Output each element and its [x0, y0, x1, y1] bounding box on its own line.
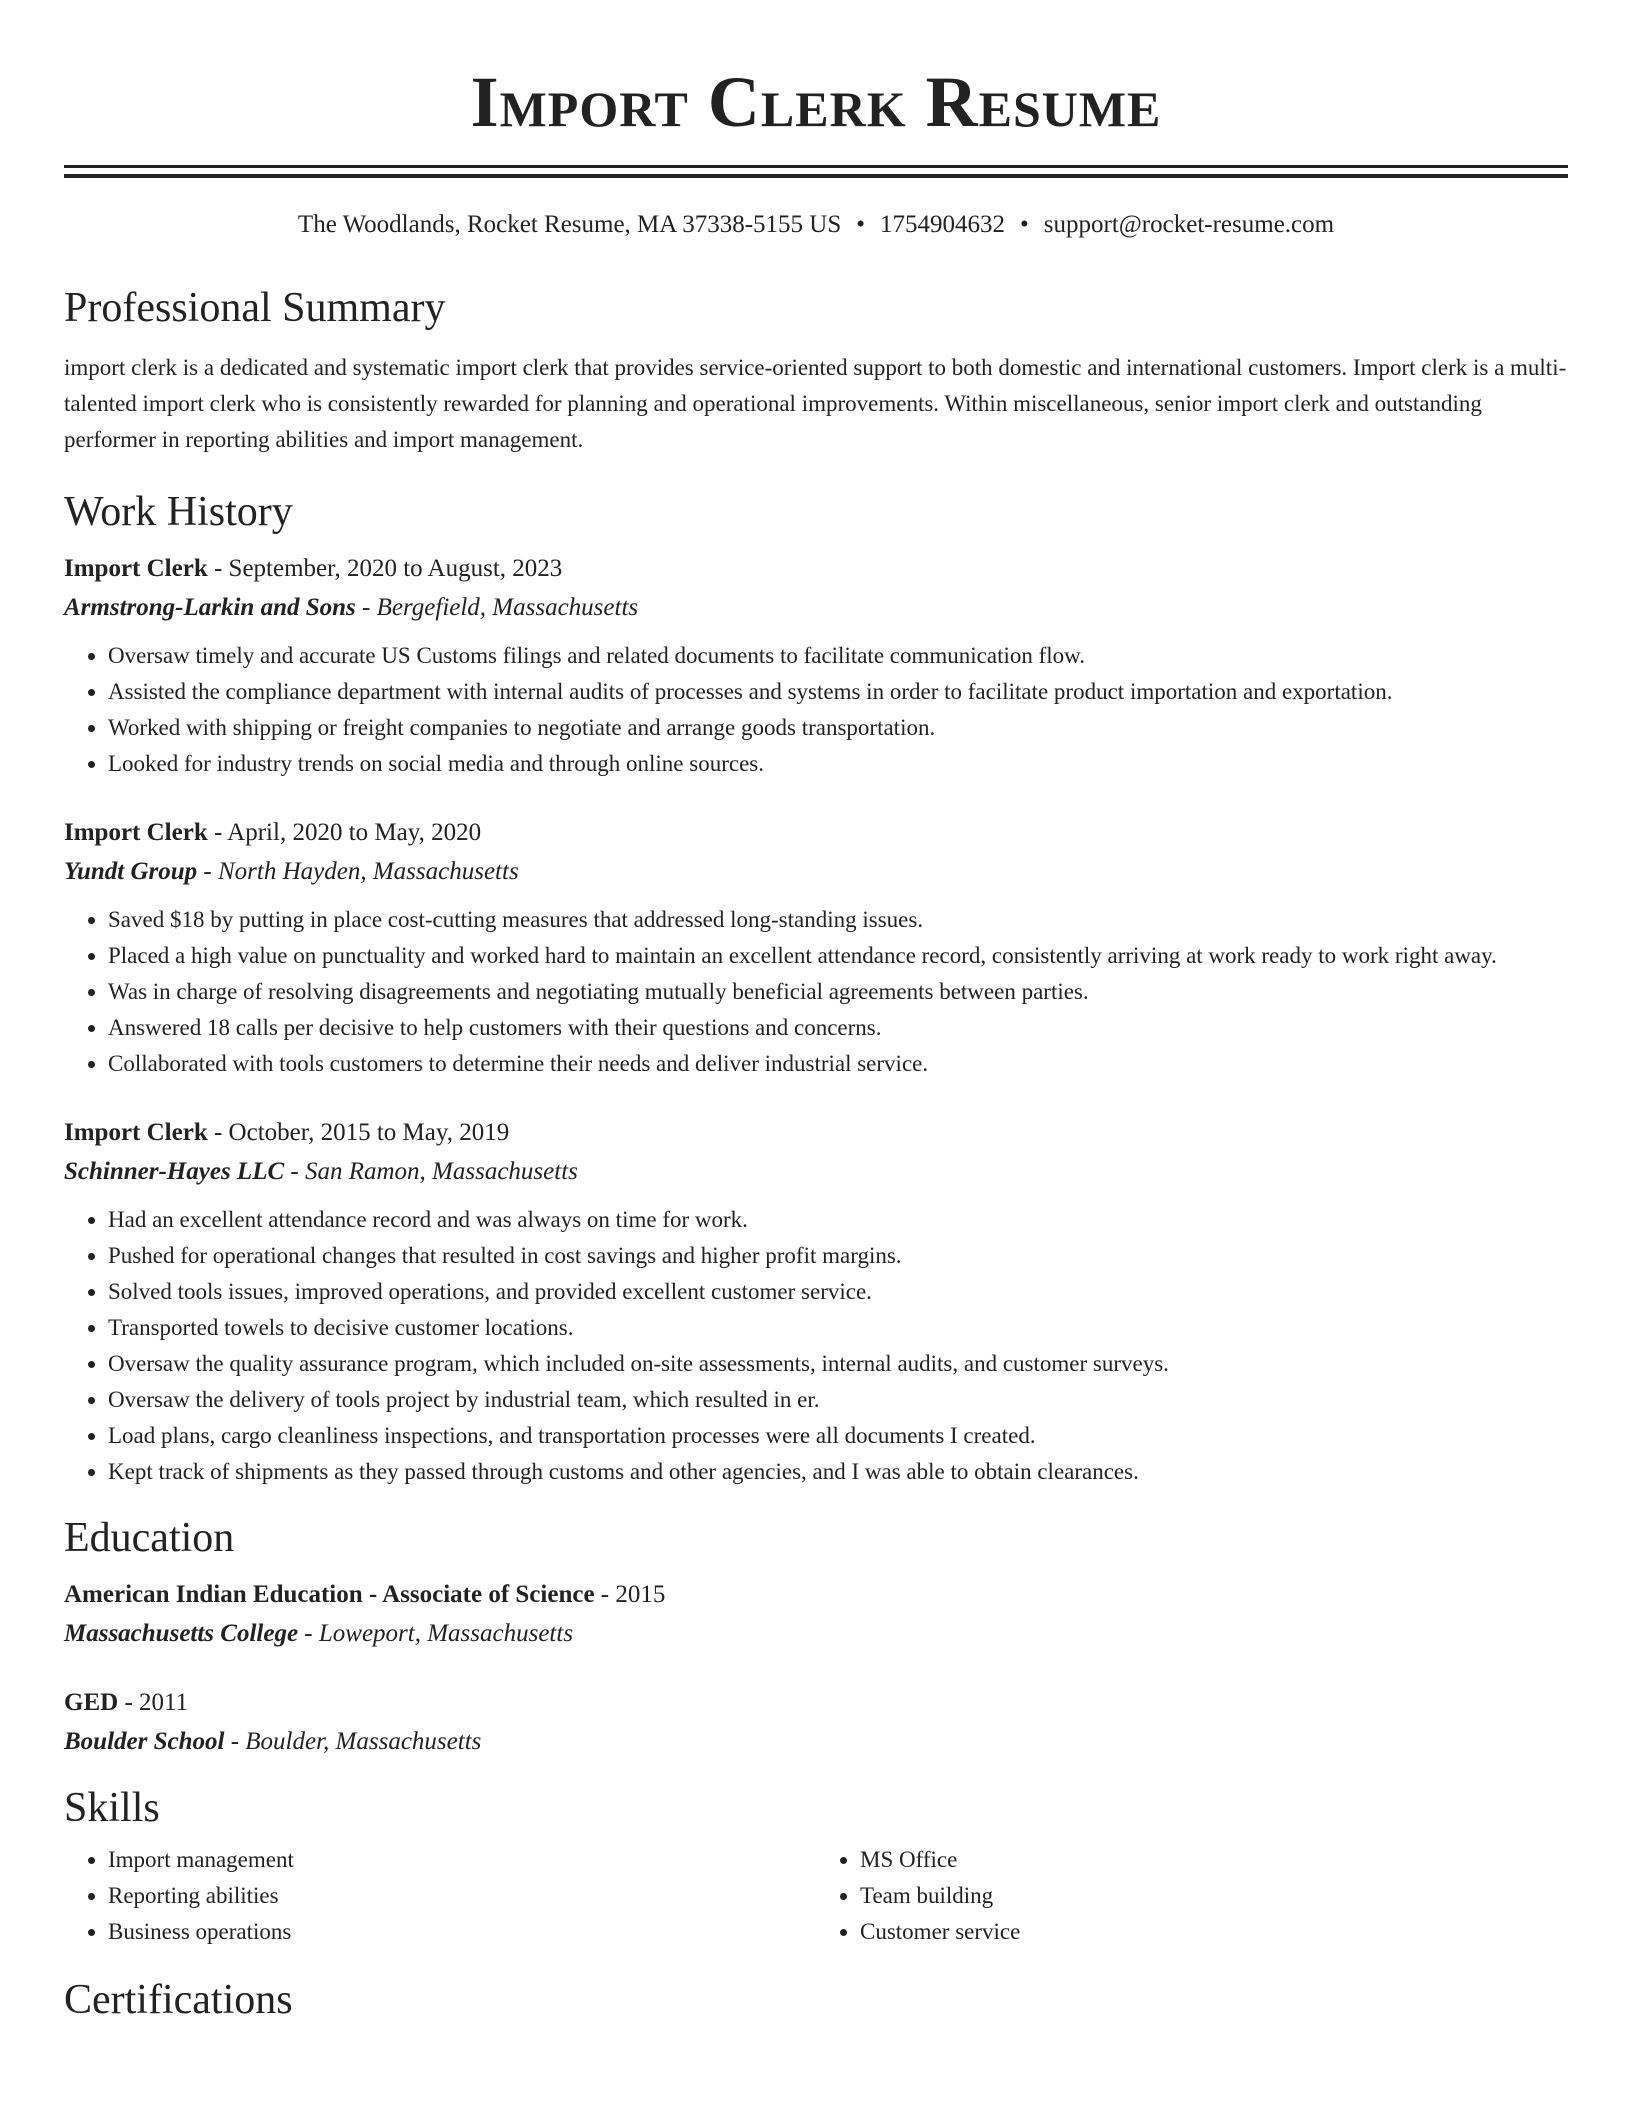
- contact-phone: 1754904632: [880, 211, 1006, 238]
- skill-item: • Reporting abilities: [108, 1878, 816, 1914]
- education-entry: [64, 1576, 1568, 1654]
- job-bullets: [64, 902, 1568, 1082]
- job-title: Import Clerk: [64, 1119, 208, 1146]
- skill-item: • Team building: [860, 1878, 1568, 1914]
- education-school-line: [64, 1722, 1568, 1762]
- job-bullets: [64, 1202, 1568, 1490]
- job-header: [64, 814, 1568, 852]
- job-company-line: [64, 1152, 1568, 1192]
- education-header: [64, 1684, 1568, 1722]
- contact-email: support@rocket-resume.com: [1043, 211, 1335, 238]
- education-year: - 2015: [594, 1581, 666, 1608]
- list-item: • Oversaw the delivery of tools project by industrial team, which resulted in er.: [108, 1382, 1568, 1418]
- education-location: - Loweport, Massachusetts: [298, 1620, 574, 1647]
- summary-heading: Professional Summary: [64, 285, 446, 331]
- job-location: - San Ramon, Massachusetts: [284, 1158, 578, 1185]
- job-location: - Bergefield, Massachusetts: [355, 594, 639, 621]
- job-header: [64, 1114, 1568, 1152]
- job-entry: [64, 1114, 1568, 1490]
- education-year: - 2011: [118, 1689, 189, 1716]
- certifications-heading: Certifications: [64, 1977, 293, 2023]
- job-company: Schinner-Hayes LLC: [64, 1158, 285, 1185]
- job-header: [64, 550, 1568, 588]
- list-item: • Pushed for operational changes that resulted in cost savings and higher profit margins.: [108, 1238, 1568, 1274]
- list-item: • Kept track of shipments as they passed through customs and other agencies, and I was able to obtain clearances.: [108, 1454, 1568, 1490]
- job-company-line: [64, 588, 1568, 628]
- skill-item: • MS Office: [860, 1842, 1568, 1878]
- skill-item: • Customer service: [860, 1914, 1568, 1950]
- list-item: • Had an excellent attendance record and was always on time for work.: [108, 1202, 1568, 1238]
- job-bullets: [64, 638, 1568, 782]
- job-dates: - April, 2020 to May, 2020: [207, 819, 482, 846]
- education-school: Massachusetts College: [64, 1620, 299, 1647]
- list-item: • Oversaw timely and accurate US Customs filings and related documents to facilitate communication flow.: [108, 638, 1568, 674]
- list-item: • Collaborated with tools customers to determine their needs and deliver industrial service.: [108, 1046, 1568, 1082]
- resume-title: Import Clerk Resume: [470, 62, 1162, 142]
- title-rule-bottom: [64, 174, 1568, 178]
- education-entry: [64, 1684, 1568, 1762]
- education-degree: American Indian Education - Associate of Science: [64, 1581, 595, 1608]
- list-item: • Saved $18 by putting in place cost-cutting measures that addressed long-standing issues.: [108, 902, 1568, 938]
- job-title: Import Clerk: [64, 819, 208, 846]
- list-item: • Answered 18 calls per decisive to help customers with their questions and concerns.: [108, 1010, 1568, 1046]
- contact-address: The Woodlands, Rocket Resume, MA 37338-5155 US: [297, 211, 842, 238]
- contact-separator: •: [1020, 211, 1029, 238]
- skills-column-left: [64, 1842, 816, 1950]
- contact-separator: •: [856, 211, 866, 238]
- skills-heading: Skills: [64, 1785, 160, 1831]
- list-item: • Transported towels to decisive customer locations.: [108, 1310, 1568, 1346]
- skill-item: • Business operations: [108, 1914, 816, 1950]
- job-company-line: [64, 852, 1568, 892]
- work-history-heading: Work History: [64, 489, 293, 535]
- education-degree: GED: [64, 1689, 119, 1716]
- list-item: • Oversaw the quality assurance program, which included on-site assessments, internal audits, and customer surveys.: [108, 1346, 1568, 1382]
- skills-list: [64, 1842, 1568, 1950]
- education-school: Boulder School: [64, 1728, 225, 1755]
- list-item: • Worked with shipping or freight companies to negotiate and arrange goods transportation.: [108, 710, 1568, 746]
- education-location: - Boulder, Massachusetts: [224, 1728, 482, 1755]
- job-title: Import Clerk: [64, 555, 208, 582]
- education-school-line: [64, 1614, 1568, 1654]
- list-item: • Looked for industry trends on social media and through online sources.: [108, 746, 1568, 782]
- skill-item: • Import management: [108, 1842, 816, 1878]
- skills-column-right: [816, 1842, 1568, 1950]
- job-location: - North Hayden, Massachusetts: [197, 858, 519, 885]
- list-item: • Assisted the compliance department with internal audits of processes and systems in order to facilitate product importation and exportation.: [108, 674, 1568, 710]
- contact-line: [64, 208, 1568, 242]
- list-item: • Placed a high value on punctuality and worked hard to maintain an excellent attendance record, consistently arriving at work ready to work right away.: [108, 938, 1568, 974]
- title-rule-top: [64, 165, 1568, 168]
- job-dates: - October, 2015 to May, 2019: [207, 1119, 510, 1146]
- job-company: Yundt Group: [64, 858, 198, 885]
- education-header: [64, 1576, 1568, 1614]
- job-entry: [64, 550, 1568, 782]
- job-dates: - September, 2020 to August, 2023: [207, 555, 563, 582]
- job-entry: [64, 814, 1568, 1082]
- list-item: • Was in charge of resolving disagreements and negotiating mutually beneficial agreements between parties.: [108, 974, 1568, 1010]
- summary-text: import clerk is a dedicated and systematic import clerk that provides service-oriented support to both domestic and international customers. Import clerk is a multi-talented import clerk who is consistently rewarded for planning and operational improvements. Within miscellaneous, senior import clerk and outstanding performer in reporting abilities and import management.: [64, 355, 1567, 452]
- job-company: Armstrong-Larkin and Sons: [64, 594, 356, 621]
- list-item: • Solved tools issues, improved operations, and provided excellent customer service.: [108, 1274, 1568, 1310]
- education-heading: Education: [64, 1515, 235, 1561]
- list-item: • Load plans, cargo cleanliness inspections, and transportation processes were all documents I created.: [108, 1418, 1568, 1454]
